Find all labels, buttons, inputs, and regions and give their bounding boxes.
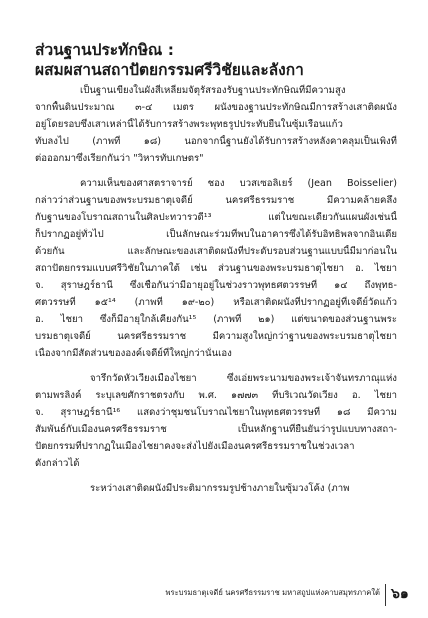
body-line: อ. ไชยา ซึ่งก็มีอายุใกล้เคียงกัน¹⁵ (ภาพที่ ๒๑) แต่ขนาดของส่วนฐานพระ bbox=[35, 314, 397, 325]
body-line: ปัตยกรรมที่ปรากฏในเมืองไชยาคงจะส่งไปยังเมืองนครศรีธรรมราชในช่วงเวลา bbox=[35, 441, 355, 452]
body-line: เนื่องจากมีสัดส่วนขององค์เจดีย์ที่ใหญ่กว่านั่นเอง bbox=[35, 348, 232, 359]
footer-divider bbox=[385, 584, 386, 606]
section-heading-line-2: ผสมผสานสถาปัตยกรรมศรีวิชัยและลังกา bbox=[35, 61, 304, 79]
body-line: สถาปัตยกรรมแบบศรีวิชัยในภาคใต้ เช่น ส่วนฐานของพระบรมธาตุไชยา อ. ไชยา bbox=[35, 263, 397, 274]
body-line: ต่อออกมาซึ่งเรียกกันว่า "วิหารทับเกษตร" bbox=[35, 153, 204, 164]
body-line: สัมพันธ์กับเมืองนครศรีธรรมราช เป็นหลักฐานที่ยืนยันว่ารูปแบบทางสถา- bbox=[35, 424, 397, 435]
body-line: ตามพรลิงค์ ระบุเลขศักราชตรงกับ พ.ศ. ๑๗๗๓ ที่บริเวณวัดเวียง อ. ไชยา bbox=[35, 390, 397, 401]
body-line: จ. สุราษฎร์ธานี ซึ่งเชื่อกันว่ามีอายุอยู่ในช่วงราวพุทธศตวรรษที่ ๑๔ ถึงพุทธ- bbox=[35, 280, 397, 291]
body-line: จ. สุราษฎร์ธานี¹⁶ แสดงว่าชุมชนโบราณไชยาในพุทธศตวรรษที่ ๑๘ มีความ bbox=[35, 407, 397, 418]
body-line: ระหว่างเสาติดผนังมีประติมากรรมรูปช้างภายในซุ้มวงโค้ง (ภาพ bbox=[90, 483, 350, 494]
body-line: จากพื้นดินประมาณ ๓-๔ เมตร ผนังของฐานประทักษิณมีการสร้างเสาติดผนัง bbox=[35, 102, 397, 113]
body-line: ด้วยกัน และลักษณะของเสาติดผนังที่ประดับรอบส่วนฐานแบบนี้มีมาก่อนใน bbox=[35, 246, 397, 257]
running-footer: พระบรมธาตุเจดีย์ นครศรีธรรมราช มหาสถูปแห่งคาบสมุทรภาคใต้ bbox=[165, 588, 380, 597]
body-line: กล่าวว่าส่วนฐานของพระบรมธาตุเจดีย์ นครศรีธรรมราช มีความคล้ายคลึง bbox=[35, 195, 397, 206]
body-line: ก็ปรากฏอยู่ทั่วไป เป็นลักษณะร่วมที่พบในอาคารซึ่งได้รับอิทธิพลจากอินเดีย bbox=[35, 229, 397, 240]
body-line: ความเห็นของศาสตราจารย์ ชอง บวสเซอลิเยร์ (Jean Boisselier) bbox=[80, 178, 397, 189]
body-line: จารึกวัดหัวเวียงเมืองไชยา ซึ่งเอ่ยพระนามของพระเจ้าจันทรภาณุแห่ง bbox=[90, 373, 397, 384]
body-line: เป็นฐานเขียงในผังสี่เหลี่ยมจัตุรัสรองรับฐานประทักษิณที่มีความสูง bbox=[80, 85, 346, 96]
body-line: ทับลงไป (ภาพที่ ๑๘) นอกจากนี้ฐานยังได้รับการสร้างหลังคาคลุมเป็นเพิงที่ bbox=[35, 136, 397, 147]
section-heading-line-1: ส่วนฐานประทักษิณ : bbox=[35, 41, 174, 59]
body-line: กับฐานของโบราณสถานในศิลปะทวารวดี¹³ แต่ในขณะเดียวกันแผนผังเช่นนี้ bbox=[35, 212, 397, 223]
page-number: ๖๑ bbox=[391, 586, 409, 602]
body-line: บรมธาตุเจดีย์ นครศรีธรรมราช มีความสูงใหญ่กว่าฐานของพระบรมธาตุไชยา bbox=[35, 331, 397, 342]
body-line: อยู่โดยรอบซึ่งเสาเหล่านี้ได้รับการสร้างพระพุทธรูปประทับยืนในซุ้มเรือนแก้ว bbox=[35, 119, 343, 130]
body-line: ศตวรรษที่ ๑๕¹⁴ (ภาพที่ ๑๙-๒๐) หรือเสาติดผนังที่ปรากฏอยู่ที่เจดีย์วัดแก้ว bbox=[35, 297, 397, 308]
body-line: ดังกล่าวได้ bbox=[35, 458, 80, 469]
